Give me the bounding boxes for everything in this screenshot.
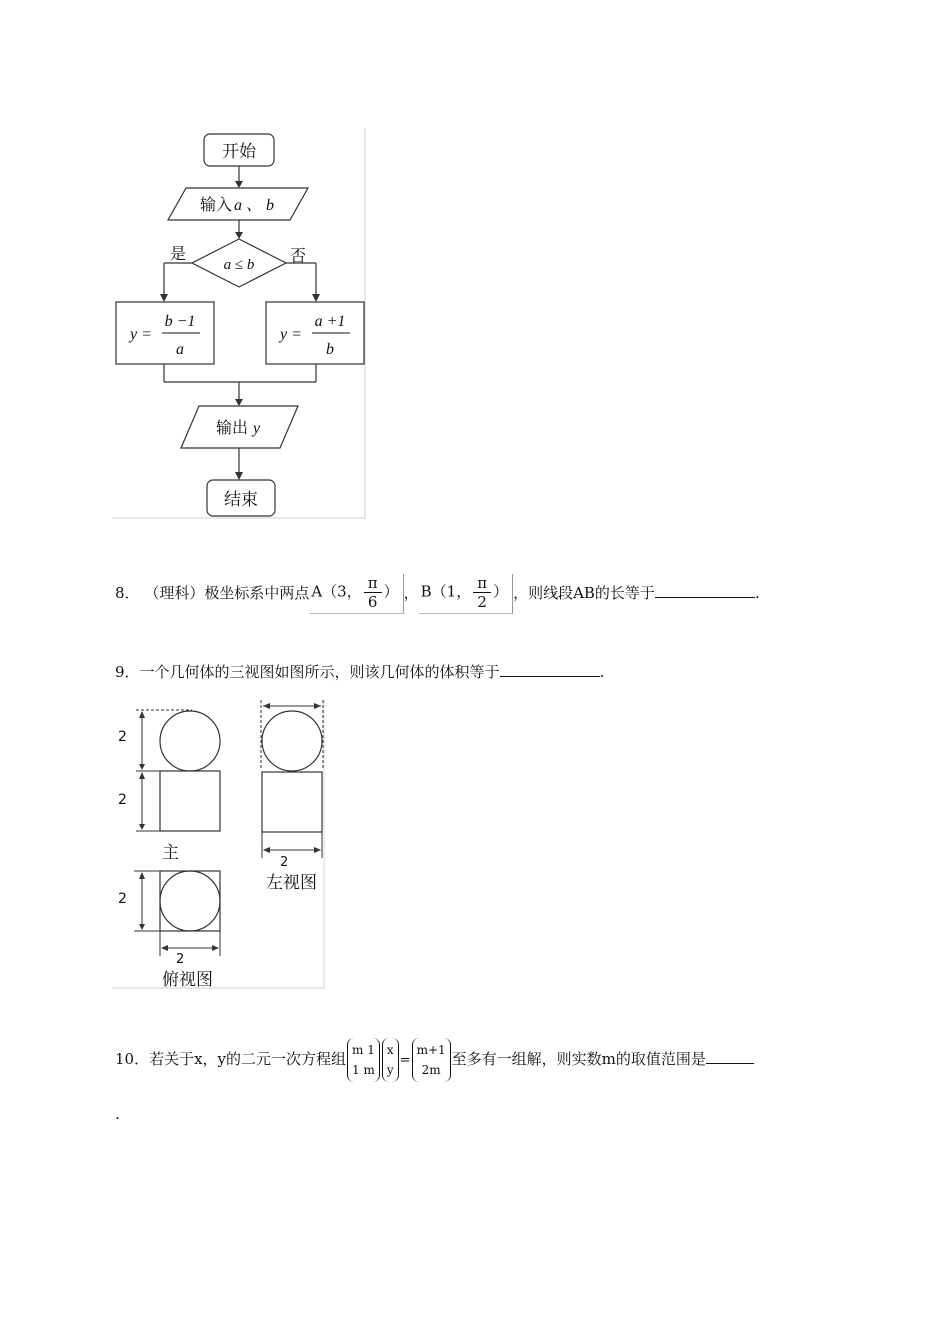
q9-number: 9． <box>115 663 140 681</box>
flowchart <box>112 126 370 522</box>
top-dim-left: 2 <box>118 891 127 907</box>
q10-constant-vector <box>412 1038 451 1082</box>
q10-m12: 1 <box>367 1043 375 1057</box>
front-view <box>118 710 220 863</box>
left-denominator: a <box>176 341 184 358</box>
q10-variable-vector <box>382 1038 399 1082</box>
side-view-circle <box>262 711 322 771</box>
input-vars: a 、 b <box>234 197 275 214</box>
q10-number: 10． <box>115 1050 150 1068</box>
output-label: 输出 <box>216 418 249 437</box>
q8-separator: ， <box>403 584 419 602</box>
q10-m22: m <box>363 1063 375 1077</box>
q8-point-b-num: π <box>473 574 491 593</box>
input-label: 输入 <box>200 195 233 214</box>
q8-answer-blank <box>655 581 755 598</box>
q10-prefix: 若关于x，y的二元一次方程组 <box>149 1050 347 1068</box>
q9-end: . <box>599 663 605 681</box>
q10-end: . <box>115 1105 120 1123</box>
q10-coefficient-matrix <box>347 1038 380 1082</box>
q8-point-a <box>309 574 403 614</box>
q8-point-a-open: A（3， <box>311 582 362 601</box>
q8-end: . <box>754 584 760 602</box>
side-view-label: 左视图 <box>266 873 317 893</box>
q10-end-line <box>115 1102 120 1126</box>
side-view <box>261 700 323 893</box>
right-y: y = <box>280 326 302 343</box>
q9-answer-blank <box>500 660 600 677</box>
side-view-square <box>262 772 322 832</box>
q10-m21: 1 <box>352 1063 360 1077</box>
top-view-circle <box>160 871 220 931</box>
top-view <box>118 871 220 990</box>
q8-point-a-fraction <box>364 574 382 611</box>
right-process-node <box>266 302 364 364</box>
side-dim: 2 <box>280 855 289 870</box>
front-view-square <box>160 771 220 831</box>
q10-suffix: 至多有一组解，则实数m的取值范围是 <box>451 1050 706 1068</box>
q8-suffix: ，则线段AB的长等于 <box>513 584 655 602</box>
q8-point-b-open: B（1， <box>420 582 472 601</box>
q8-point-a-den: 6 <box>367 593 378 611</box>
start-node <box>204 134 274 166</box>
decision-label: a ≤ b <box>223 257 255 273</box>
q10-m11: m <box>352 1043 364 1057</box>
question-8 <box>115 574 760 614</box>
q9-text: 一个几何体的三视图如图所示，则该几何体的体积等于 <box>139 663 500 681</box>
front-dim-top: 2 <box>118 729 127 745</box>
top-view-label: 俯视图 <box>162 970 213 990</box>
three-views-figure <box>112 698 332 992</box>
left-process-node <box>116 302 214 364</box>
right-numerator: a +1 <box>314 313 346 330</box>
q10-r2: 2m <box>421 1063 441 1077</box>
q10-v1: x <box>386 1043 394 1057</box>
output-var: y <box>253 420 261 437</box>
front-view-label: 主 <box>162 843 179 863</box>
q8-point-b-close: ） <box>493 582 509 601</box>
q8-point-a-num: π <box>364 574 382 593</box>
input-node <box>168 188 308 220</box>
question-10 <box>115 1036 754 1084</box>
q8-number: 8． <box>115 584 140 602</box>
output-node <box>181 406 298 448</box>
q10-answer-blank <box>706 1047 754 1064</box>
end-label: 结束 <box>224 490 258 510</box>
q8-prefix: （理科）极坐标系中两点 <box>144 584 310 602</box>
right-denominator: b <box>326 341 334 358</box>
no-label: 否 <box>290 246 307 265</box>
end-node <box>207 480 275 516</box>
yes-label: 是 <box>170 244 187 263</box>
top-dim-bottom: 2 <box>176 952 185 967</box>
decision-node <box>192 239 286 287</box>
q8-point-b-den: 2 <box>477 593 487 611</box>
q8-point-b <box>419 574 513 614</box>
front-dim-bottom: 2 <box>118 792 127 808</box>
q10-r1: m+1 <box>416 1043 446 1057</box>
q8-point-b-fraction <box>473 574 491 611</box>
left-y: y = <box>130 326 152 343</box>
q10-v2: y <box>386 1063 394 1077</box>
question-9 <box>115 660 604 684</box>
q8-point-a-close: ） <box>383 582 399 601</box>
front-view-circle <box>160 711 220 771</box>
q10-equals: = <box>399 1053 411 1068</box>
left-numerator: b −1 <box>164 313 196 330</box>
start-label: 开始 <box>222 142 256 162</box>
